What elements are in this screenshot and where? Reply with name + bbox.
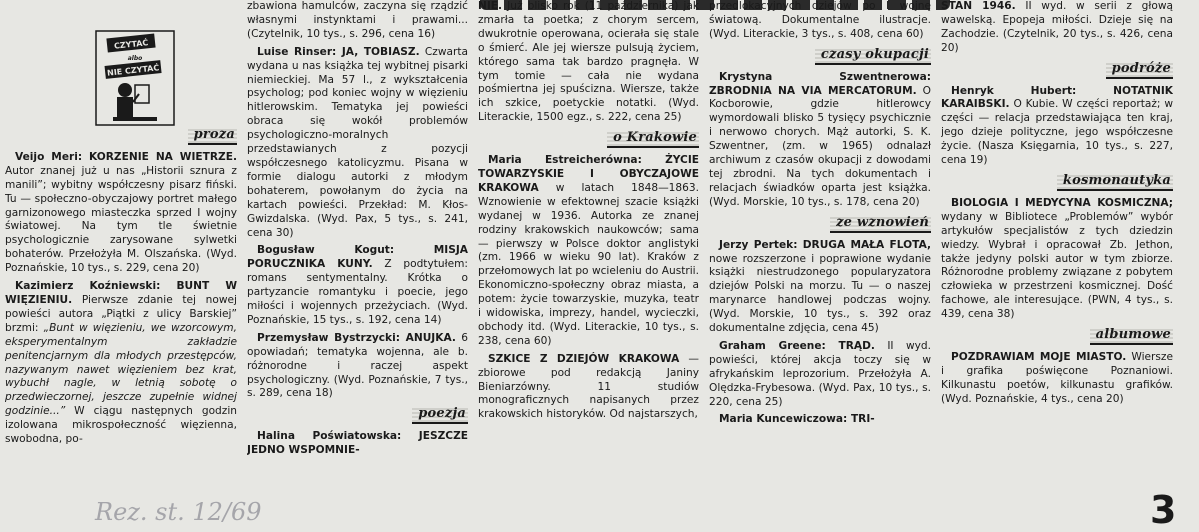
column-5 <box>941 0 1173 525</box>
review-bystrzycki: Przemysław Bystrzycki: ANUJKA. 6 opowiadań; tematyka wojenna, ale b. różnorodne i raczej aspekt psychologiczny. (Wyd. Poznańskie, 7 tys., s. 289, cena 18) <box>247 331 468 400</box>
review-kozniewski-cont: zbawiona hamulców, zaczyna się rządzić własnymi instynktami i prawami... (Czytelnik, 10 tys., s. 296, cena 16) <box>247 0 468 40</box>
review-greene: Graham Greene: TRĄD. II wyd. powieści, której akcja toczy się w afrykańskim leprozorium. Przełożyła A. Olędzka-Frybesowa. (Wyd. Pax, 10 tys., s. 220, cena 25) <box>709 339 931 408</box>
review-kuncewiczowa-cont: STAN 1946. II wyd. w serii z głową wawelską. Epopeja miłości. Dzieje się na Zachodzie. (Czytelnik, 20 tys., s. 426, cena 20) <box>941 0 1173 54</box>
section-header-o-krakowie: o Krakowie <box>478 131 699 148</box>
section-header-proza: proza <box>5 128 237 145</box>
review-poswiatowska-cont: NIE. Już blisko rok (11 października) jak zmarła ta poetka; z chorym sercem, dwukrotnie operowana, ocierała się stale o śmierć. Ale jej wiersze pulsują życiem, którego sama tak bardzo pragnęła. W tym tomie — cała nie wydana pośmiertna jej spuścizna. Wiersze, także ich szkice, poetyckie notatki. (Wyd. Literackie, 1500 egz., s. 222, cena 25) <box>478 0 699 124</box>
section-header-ze-wznowien: ze wznowień <box>709 216 931 233</box>
svg-text:albo: albo <box>127 55 143 62</box>
review-szwentnerowa: Krystyna Szwentnerowa: ZBRODNIA NA VIA MERCATORUM. O Kocborowie, gdzie hitlerowcy wymordowali blisko 5 tysięcy psychicznie i nerwowo chorych. Mąż autorki, S. K. Szwentner, (zm. w 1965) odnalazł archiwum z czasów okupacji z dowodami tej zbrodni. Na tych dokumentach i relacjach świadków oparta jest książka. (Wyd. Morskie, 10 tys., s. 178, cena 20) <box>709 70 931 208</box>
review-kogut: Bogusław Kogut: MISJA PORUCZNIKA KUNY. Z podtytułem: romans sentymentalny. Krótka o partyzancie romantyku i poecie, jego miłości i wojennych przeżyciach. (Wyd. Poznańskie, 15 tys., s. 192, cena 14) <box>247 244 468 326</box>
column-3 <box>478 0 699 525</box>
czytac-albo-nie-czytac-logo <box>95 30 175 126</box>
svg-text:CZYTAĆ: CZYTAĆ <box>113 38 149 51</box>
review-kozniewski: Kazimierz Koźniewski: BUNT W WIĘZIENIU. Pierwsze zdanie tej nowej powieści autora „Piątki z ulicy Barskiej” brzmi: „Bunt w więzieniu, we wzorcowym, eksperymentalnym zakładzie penitencjarnym dla młodych przestępców, nazywanym nawet więzieniem bez krat, wybuchł nagle, w letnią sobotę o przedwieczornej, jeszcze zupełnie widnej godzinie...” W ciągu następnych godzin izolowana mikrospołeczność więzienna, swobodna, po- <box>5 280 237 446</box>
review-biologia: BIOLOGIA I MEDYCYNA KOSMICZNA; wydany w Bibliotece „Problemów” wybór artykułów specjalistów z tych dziedzin wiedzy. Wybrał i opracował Zb. Jethon, także jedyny polski autor w tym zbiorze. Różnorodne problemy związane z pobytem człowieka w przestrzeni kosmicznej. Dość fachowe, ale interesujące. (PWN, 4 tys., s. 439, cena 38) <box>941 196 1173 321</box>
review-poswiatowska: Halina Poświatowska: JESZCZE JEDNO WSPOMNIE- <box>247 430 468 457</box>
handwritten-note: Rez. st. 12/69 <box>95 498 262 526</box>
section-header-podroze: podróże <box>941 62 1173 79</box>
review-pozdrawiam: POZDRAWIAM MOJE MIASTO. Wiersze i grafika poświęcone Poznaniowi. Kilkunastu poetów, kilkunastu grafików. (Wyd. Poznańskie, 4 tys., cena 20) <box>941 350 1173 405</box>
review-hubert: Henryk Hubert: NOTATNIK KARAIBSKI. O Kubie. W części reportaż; w części — relacja przedstawiająca ten kraj, jego dzieje polityczne, jego współczesne życie. (Nasza Księgarnia, 10 tys., s. 227, cena 19) <box>941 84 1173 167</box>
svg-text:NIE CZYTAĆ: NIE CZYTAĆ <box>106 63 160 78</box>
review-pertek: Jerzy Pertek: DRUGA MAŁA FLOTA, nowe rozszerzone i poprawione wydanie książki niestrudzonego popularyzatora dziejów Polski na morzu. Tu — o naszej marynarce handlowej podczas wojny. (Wyd. Morskie, 10 tys., s. 392 oraz dokumentalne zdjęcia, cena 45) <box>709 238 931 335</box>
section-header-albumowe: albumowe <box>941 328 1173 345</box>
page-number: 3 <box>1150 488 1177 532</box>
review-meri: Veijo Meri: KORZENIE NA WIETRZE. Autor znanej już u nas „Historii sznura z manili”; wybitny współczesny pisarz fiński. Tu — społeczno-obyczajowy portret małego garnizonowego miasteczka sprzed I wojny światowej. Na tym tle świetnie psychologicznie zarysowane sylwetki bohaterów. Przełożyła M. Olszańska. (Wyd. Poznańskie, 10 tys., s. 229, cena 20) <box>5 150 237 275</box>
section-header-kosmonautyka: kosmonautyka <box>941 174 1173 191</box>
section-header-poezja: poezja <box>247 407 468 424</box>
column-4 <box>709 0 931 525</box>
review-estreicherowna: Maria Estreicherówna: ŻYCIE TOWARZYSKIE I OBYCZAJOWE KRAKOWA w latach 1848—1863. Wznowienie w efektownej szacie książki wydanej w 1936. Autorka ze znanej rodziny krakowskich naukowców; sama — pierwszy w Polsce doktor anglistyki (zm. 1966 w wieku 90 lat). Kraków z przełomowych lat po wcieleniu do Austrii. Ekonomiczno-społeczny obraz miasta, a potem: życie towarzyskie, muzyka, teatr i widowiska, imprezy, handel, wycieczki, obchody itd. (Wyd. Literackie, 10 tys., s. 238, cena 60) <box>478 154 699 347</box>
review-rinser: Luise Rinser: JA, TOBIASZ. Czwarta wydana u nas książka tej wybitnej pisarki niemieckiej. Ma 57 l., z wykształcenia psycholog; pod koniec wojny w więzieniu hitlerowskim. Tematyka jej powieści obraca się wokół problemów psychologiczno-moralnych przedstawianych z pozycji współczesnego katolicyzmu. Pisana w formie dialogu autorki z młodym bohaterem, powołanym do życia na kartach powieści. Przekład: M. Kłos-Gwizdalska. (Wyd. Pax, 5 tys., s. 241, cena 30) <box>247 45 468 239</box>
review-szkice: SZKICE Z DZIEJÓW KRAKOWA — zbiorowe pod redakcją Janiny Bieniarzówny. 11 studiów monograficznych napisanych przez krakowskich historyków. Od najstarszych, <box>478 352 699 421</box>
section-header-czasy-okupacji: czasy okupacji <box>709 48 931 65</box>
column-2 <box>247 0 468 525</box>
review-szkice-cont: przedlokacyjnych dziejów po I wojnę światową. Dokumentalne ilustracje. (Wyd. Literackie, 3 tys., s. 408, cena 60) <box>709 0 931 40</box>
review-kuncewiczowa: Maria Kuncewiczowa: TRI- <box>719 413 875 426</box>
